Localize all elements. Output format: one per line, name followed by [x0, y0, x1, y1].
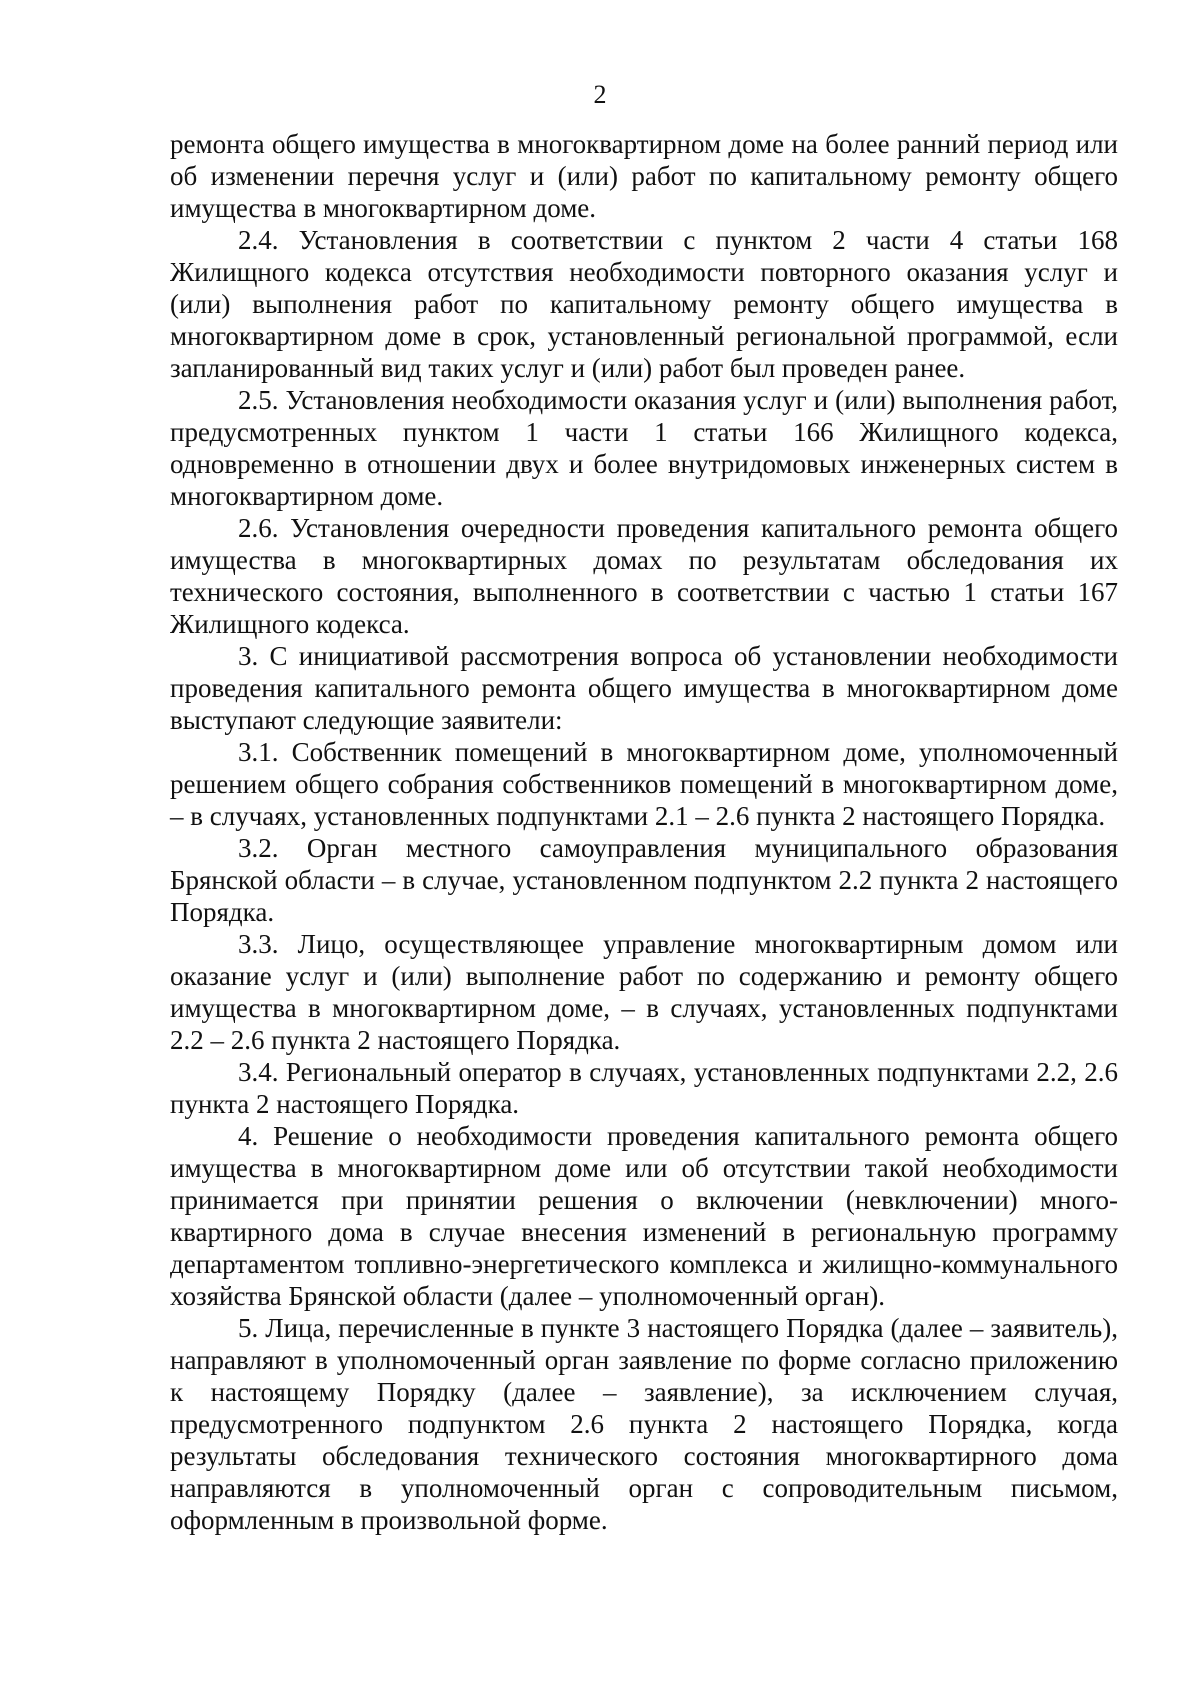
paragraph-2-6: 2.6. Установления очередности проведения капитального ремонта общего имущества в многоквартирных домах по результатам обследования их технического состояния, выполненного в соответствии с частью 1 статьи 167 Жилищного кодекса.: [170, 513, 1118, 639]
paragraph-4: 4. Решение о необходимости проведения капитального ремонта общего имущества в многоквартирном доме или об отсутствии такой необходимости принимается при принятии решения о включении (невключении) многоквартирного дома в случае внесения изменений в региональную программу департаментом топливно-энергетического комплекса и жилищно-коммунального хозяйства Брянской области (далее – уполномоченный орган).: [170, 1121, 1118, 1311]
paragraph-continuation: ремонта общего имущества в многоквартирном доме на более ранний период или об изменении перечня услуг и (или) работ по капитальному ремонту общего имущества в многоквартирном доме.: [170, 129, 1118, 223]
paragraph-3-4: 3.4. Региональный оператор в случаях, установленных подпунктами 2.2, 2.6 пункта 2 настоящего Порядка.: [170, 1057, 1118, 1119]
paragraph-3-3: 3.3. Лицо, осуществляющее управление многоквартирным домом или оказание услуг и (или) выполнение работ по содержанию и ремонту общего имущества в многоквартирном доме, – в случаях, установленных подпунктами 2.2 – 2.6 пункта 2 настоящего Порядка.: [170, 929, 1118, 1055]
page-number: 2: [593, 80, 607, 109]
paragraph-3-2: 3.2. Орган местного самоуправления муниципального образования Брянской области – в случае, установленном подпунктом 2.2 пункта 2 настоящего Порядка.: [170, 833, 1118, 927]
document-body: [170, 128, 1118, 1536]
paragraph-2-5: 2.5. Установления необходимости оказания услуг и (или) выполнения работ, предусмотренных пунктом 1 части 1 статьи 166 Жилищного кодекса, одновременно в отношении двух и более внутридомовых инженерных систем в многоквартирном доме.: [170, 385, 1118, 511]
paragraph-2-4: 2.4. Установления в соответствии с пунктом 2 части 4 статьи 168 Жилищного кодекса отсутствия необходимости повторного оказания услуг и (или) выполнения работ по капитальному ремонту общего имущества в многоквартирном доме в срок, установленный региональной программой, если запланированный вид таких услуг и (или) работ был проведен ранее.: [170, 225, 1118, 383]
paragraph-5: 5. Лица, перечисленные в пункте 3 настоящего Порядка (далее – заявитель), направляют в уполномоченный орган заявление по форме согласно приложению к настоящему Порядку (далее – заявление), за исключением случая, предусмотренного подпунктом 2.6 пункта 2 настоящего Порядка, когда результаты обследования технического состояния многоквартирного дома направляются в уполномоченный орган с сопроводительным письмом, оформленным в произвольной форме.: [170, 1313, 1118, 1535]
paragraph-3-1: 3.1. Собственник помещений в многоквартирном доме, уполномоченный решением общего собрания собственников помещений в многоквартирном доме, – в случаях, установленных подпунктами 2.1 – 2.6 пункта 2 настоящего Порядка.: [170, 737, 1118, 831]
paragraph-3: 3. С инициативой рассмотрения вопроса об установлении необходимости проведения капитального ремонта общего имущества в многоквартирном доме выступают следующие заявители:: [170, 641, 1118, 735]
